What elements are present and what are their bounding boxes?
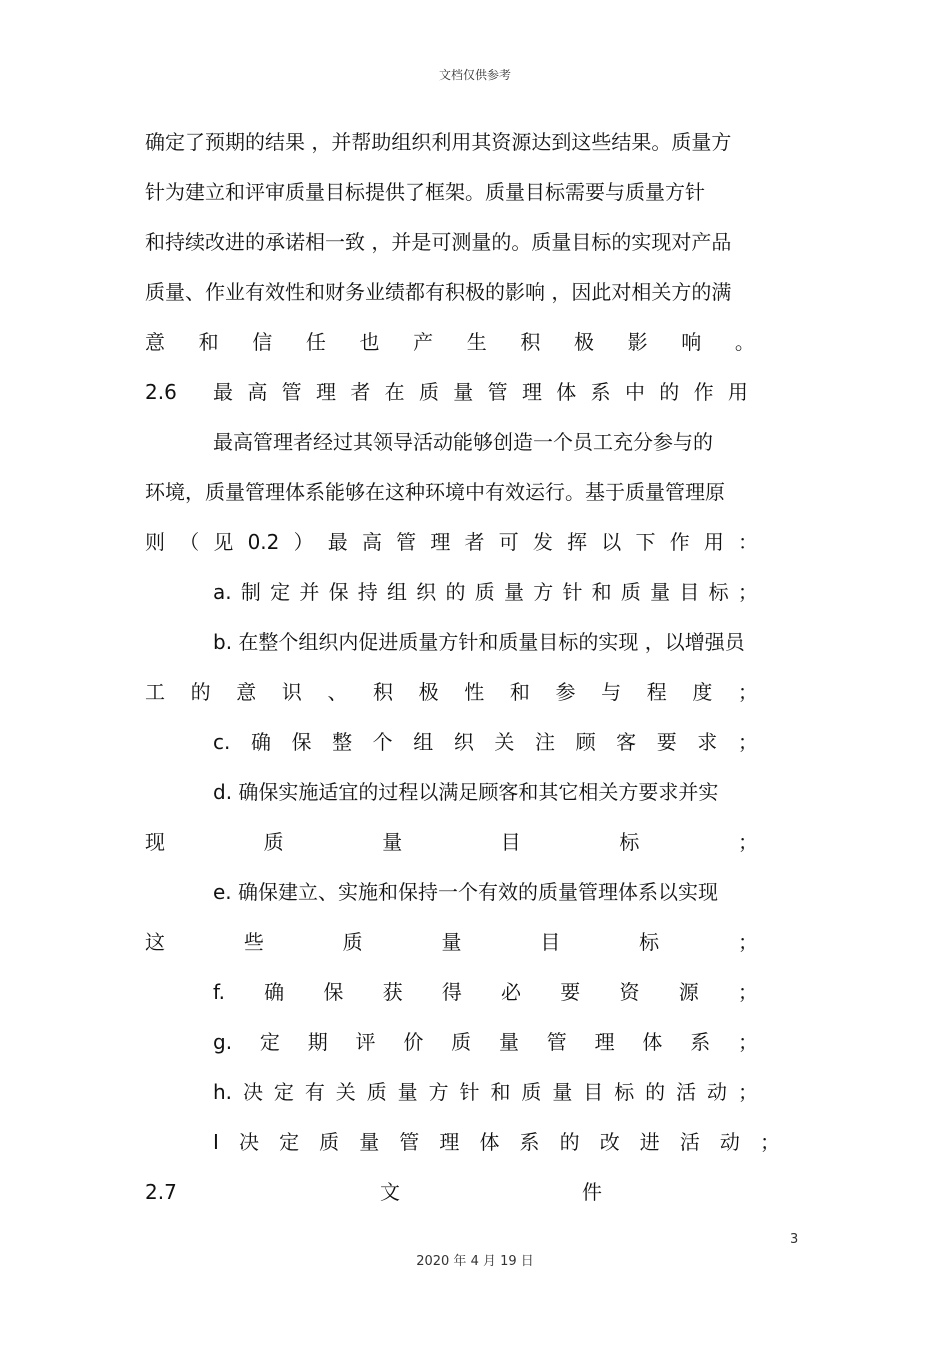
glyph: 个	[372, 730, 393, 754]
glyph: 顾	[575, 730, 596, 754]
glyph: 动	[719, 1130, 740, 1154]
glyph: 方	[533, 580, 554, 604]
paragraph-line-justified	[0, 526, 950, 558]
list-item-d-cont	[0, 826, 950, 858]
list-item-d: d. 确保实施适宜的过程以满足顾客和其它相关方要求并实	[213, 780, 719, 804]
glyph: ；	[737, 1080, 758, 1104]
glyph: 目	[583, 1080, 604, 1104]
page-header: 文档仅供参考	[438, 68, 511, 82]
glyph: 积	[373, 680, 394, 704]
glyph: 系	[590, 380, 611, 404]
glyph: 质	[451, 1030, 472, 1054]
list-item-e: e. 确保建立、实施和保持一个有效的质量管理体系以实现	[213, 880, 719, 904]
glyph: 织	[416, 580, 437, 604]
glyph: 文	[380, 1180, 400, 1204]
glyph: 管	[546, 1030, 567, 1054]
glyph: 见	[213, 530, 234, 554]
glyph: 理	[439, 1130, 460, 1154]
glyph: 管	[487, 380, 508, 404]
glyph: 者	[350, 380, 371, 404]
glyph: 发	[532, 530, 553, 554]
list-item-a	[0, 576, 950, 608]
section-heading-2-6	[0, 376, 950, 408]
glyph: 组	[413, 730, 434, 754]
glyph: I	[213, 1130, 219, 1154]
glyph: 的	[190, 680, 211, 704]
glyph: ）	[293, 530, 314, 554]
glyph: 针	[459, 1080, 480, 1104]
glyph: 管	[396, 530, 417, 554]
paragraph-line-justified	[0, 326, 950, 358]
glyph: 作	[669, 530, 690, 554]
glyph: 则	[145, 530, 165, 554]
glyph: 定	[279, 1130, 300, 1154]
glyph: 动	[707, 1080, 728, 1104]
glyph: f.	[213, 980, 225, 1004]
glyph: 量	[552, 1080, 573, 1104]
glyph: ；	[737, 580, 758, 604]
glyph: 保	[323, 980, 344, 1004]
section-heading-2-7	[0, 1176, 950, 1208]
glyph: 产	[413, 330, 434, 354]
glyph: 参	[555, 680, 576, 704]
glyph: 工	[145, 680, 165, 704]
glyph: （	[179, 530, 200, 554]
glyph: 有	[304, 1080, 325, 1104]
glyph: 量	[359, 1130, 380, 1154]
glyph: ；	[737, 730, 758, 754]
glyph: 下	[635, 530, 656, 554]
glyph: ；	[737, 980, 758, 1004]
glyph: 决	[242, 1080, 263, 1104]
glyph: g.	[213, 1030, 233, 1054]
glyph: 定	[270, 580, 291, 604]
glyph: 确	[250, 730, 271, 754]
glyph: 高	[247, 380, 268, 404]
glyph: 目	[679, 580, 700, 604]
glyph: 挥	[567, 530, 588, 554]
glyph: 针	[562, 580, 583, 604]
glyph: 要	[560, 980, 581, 1004]
glyph: 系	[519, 1130, 540, 1154]
glyph: ；	[737, 680, 758, 704]
glyph: 与	[601, 680, 622, 704]
glyph: 程	[646, 680, 667, 704]
glyph: 件	[582, 1180, 602, 1204]
glyph: 得	[441, 980, 462, 1004]
glyph: 要	[656, 730, 677, 754]
glyph: 活	[676, 1080, 697, 1104]
glyph: 质	[418, 380, 439, 404]
glyph: 量	[453, 380, 474, 404]
glyph: 的	[645, 1080, 666, 1104]
glyph: 度	[692, 680, 713, 704]
glyph: 这	[145, 930, 165, 954]
glyph: 可	[498, 530, 519, 554]
glyph: 标	[619, 830, 640, 854]
glyph: 最	[327, 530, 348, 554]
glyph: 和	[490, 1080, 511, 1104]
glyph: 意	[145, 330, 165, 354]
glyph: 和	[198, 330, 219, 354]
page-number: 3	[790, 1232, 799, 1247]
glyph: 目	[540, 930, 561, 954]
glyph: c.	[213, 730, 231, 754]
glyph: 者	[464, 530, 485, 554]
glyph: 源	[678, 980, 699, 1004]
glyph: 的	[559, 1130, 580, 1154]
glyph: 意	[236, 680, 257, 704]
glyph: 制	[240, 580, 261, 604]
glyph: 响	[681, 330, 702, 354]
glyph: 也	[359, 330, 380, 354]
list-item-c	[0, 726, 950, 758]
glyph: 0.2	[247, 530, 280, 554]
glyph: 织	[453, 730, 474, 754]
paragraph-line: 和持续改进的承诺相一致 ，并是可测量的。质量目标的实现对产品	[145, 230, 732, 254]
glyph: 方	[428, 1080, 449, 1104]
glyph: 和	[509, 680, 530, 704]
glyph: 改	[599, 1130, 620, 1154]
glyph: 持	[357, 580, 378, 604]
paragraph-line: 环境，质量管理体系能够在这种环境中有效运行。基于质量管理原	[145, 480, 725, 504]
glyph: 获	[382, 980, 403, 1004]
glyph: 质	[319, 1130, 340, 1154]
glyph: ；	[760, 1130, 780, 1154]
glyph: 最	[213, 380, 233, 404]
glyph: 确	[264, 980, 285, 1004]
glyph: 活	[679, 1130, 700, 1154]
glyph: 标	[639, 930, 660, 954]
glyph: 量	[441, 930, 462, 954]
glyph: 价	[403, 1030, 424, 1054]
paragraph-line: 最高管理者经过其领导活动能够创造一个员工充分参与的	[213, 430, 713, 454]
glyph: 求	[697, 730, 718, 754]
glyph: 极	[418, 680, 439, 704]
glyph: 理	[594, 1030, 615, 1054]
glyph: ：	[738, 530, 758, 554]
glyph: 标	[708, 580, 729, 604]
glyph: 量	[650, 580, 671, 604]
section-number: 2.7	[145, 1180, 177, 1204]
glyph: 体	[642, 1030, 663, 1054]
glyph: 评	[355, 1030, 376, 1054]
glyph: 定	[259, 1030, 280, 1054]
glyph: 中	[624, 380, 645, 404]
glyph: 生	[466, 330, 487, 354]
glyph: ；	[737, 930, 758, 954]
glyph: 现	[145, 830, 165, 854]
glyph: ；	[737, 830, 758, 854]
list-item-f	[0, 976, 950, 1008]
glyph: 信	[252, 330, 273, 354]
glyph: 期	[307, 1030, 328, 1054]
section-number: 2.6	[145, 380, 177, 404]
glyph: 标	[614, 1080, 635, 1104]
list-item-b-cont	[0, 676, 950, 708]
glyph: a.	[213, 580, 232, 604]
glyph: 必	[501, 980, 522, 1004]
glyph: 质	[474, 580, 495, 604]
paragraph-line: 确定了预期的结果 ，并帮助组织利用其资源达到这些结果。质量方	[145, 130, 732, 154]
glyph: 质	[366, 1080, 387, 1104]
glyph: 任	[305, 330, 326, 354]
glyph: 质	[342, 930, 363, 954]
glyph: 量	[503, 580, 524, 604]
glyph: 组	[387, 580, 408, 604]
glyph: 注	[534, 730, 555, 754]
glyph: 些	[243, 930, 264, 954]
section-title	[380, 1176, 602, 1208]
list-item-h	[0, 1076, 950, 1108]
glyph: 用	[727, 380, 748, 404]
glyph: 积	[520, 330, 541, 354]
glyph: 客	[616, 730, 637, 754]
glyph: 以	[601, 530, 622, 554]
glyph: 量	[382, 830, 403, 854]
list-item-g	[0, 1026, 950, 1058]
glyph: 、	[327, 680, 348, 704]
page-footer-date: 2020 年 4 月 19 日	[416, 1254, 534, 1269]
glyph: 定	[273, 1080, 294, 1104]
glyph: 的	[445, 580, 466, 604]
glyph: 系	[690, 1030, 711, 1054]
glyph: 体	[479, 1130, 500, 1154]
glyph: 资	[619, 980, 640, 1004]
glyph: 影	[627, 330, 648, 354]
glyph: 理	[430, 530, 451, 554]
paragraph-line: 质量、作业有效性和财务业绩都有积极的影响 ，因此对相关方的满	[145, 280, 732, 304]
glyph: 和	[591, 580, 612, 604]
glyph: 极	[574, 330, 594, 354]
glyph: ；	[738, 1030, 758, 1054]
glyph: 质	[620, 580, 641, 604]
glyph: 质	[263, 830, 284, 854]
glyph: 理	[521, 380, 542, 404]
glyph: 性	[464, 680, 485, 704]
glyph: 决	[238, 1130, 259, 1154]
glyph: 理	[315, 380, 336, 404]
section-title	[213, 376, 748, 408]
glyph: 保	[291, 730, 312, 754]
glyph: 管	[399, 1130, 420, 1154]
glyph: 关	[335, 1080, 356, 1104]
glyph: 的	[659, 380, 680, 404]
list-item-b: b. 在整个组织内促进质量方针和质量目标的实现 ，以增强员	[213, 630, 745, 654]
glyph: 。	[734, 330, 755, 354]
glyph: 目	[500, 830, 521, 854]
glyph: 量	[397, 1080, 418, 1104]
glyph: 量	[498, 1030, 519, 1054]
glyph: 识	[281, 680, 302, 704]
list-item-i	[0, 1126, 950, 1158]
glyph: 作	[693, 380, 714, 404]
glyph: 关	[494, 730, 515, 754]
glyph: 在	[384, 380, 405, 404]
glyph: 质	[521, 1080, 542, 1104]
list-item-e-cont	[0, 926, 950, 958]
glyph: 并	[299, 580, 320, 604]
glyph: 体	[556, 380, 577, 404]
glyph: 管	[281, 380, 302, 404]
glyph: 高	[361, 530, 382, 554]
glyph: 整	[332, 730, 353, 754]
glyph: 进	[639, 1130, 660, 1154]
glyph: 保	[328, 580, 349, 604]
glyph: h.	[213, 1080, 233, 1104]
glyph: 用	[703, 530, 724, 554]
paragraph-line: 针为建立和评审质量目标提供了框架。质量目标需要与质量方针	[145, 180, 705, 204]
